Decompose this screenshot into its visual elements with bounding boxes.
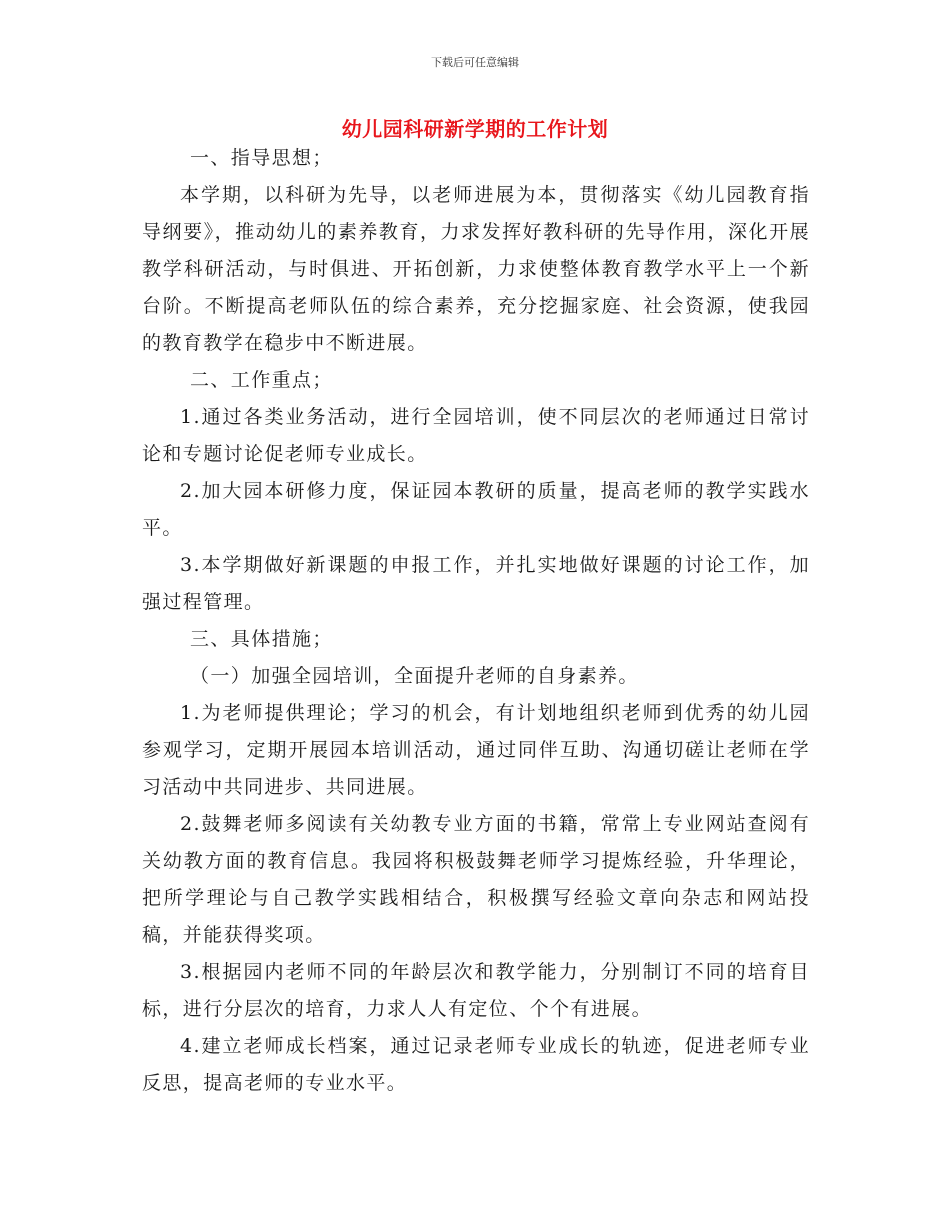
paragraph-guiding-thought: 本学期，以科研为先导，以老师进展为本，贯彻落实《幼儿园教育指导纲要》，推动幼儿的素养教育，力求发挥好教科研的先导作用，深化开展教学科研活动，与时俱进、开拓创新，力求使整体教育教学水平上一个新台阶。不断提高老师队伍的综合素养，充分挖掘家庭、社会资源，使我园的教育教学在稳步中不断进展。 bbox=[142, 184, 810, 354]
paragraph-focus-2: 2.加大园本研修力度，保证园本教研的质量，提高老师的教学实践水平。 bbox=[142, 480, 810, 539]
paragraph-measure-3: 3.根据园内老师不同的年龄层次和教学能力，分别制订不同的培育目标，进行分层次的培育，力求人人有定位、个个有进展。 bbox=[142, 961, 810, 1020]
paragraph-measure-4: 4.建立老师成长档案，通过记录老师专业成长的轨迹，促进老师专业反思，提高老师的专业水平。 bbox=[142, 1035, 810, 1094]
header-note: 下载后可任意编辑 bbox=[431, 56, 519, 69]
document-body bbox=[142, 140, 810, 1102]
section-heading-work-focus: 二、工作重点； bbox=[190, 369, 333, 391]
subsection-heading-training: （一）加强全园培训，全面提升老师的自身素养。 bbox=[190, 665, 639, 687]
paragraph-focus-3: 3.本学期做好新课题的申报工作，并扎实地做好课题的讨论工作，加强过程管理。 bbox=[142, 554, 810, 613]
paragraph-focus-1: 1.通过各类业务活动，进行全园培训，使不同层次的老师通过日常讨论和专题讨论促老师专业成长。 bbox=[142, 406, 810, 465]
paragraph-measure-1: 1.为老师提供理论；学习的机会，有计划地组织老师到优秀的幼儿园参观学习，定期开展园本培训活动，通过同伴互助、沟通切磋让老师在学习活动中共同进步、共同进展。 bbox=[142, 702, 810, 798]
paragraph-measure-2: 2.鼓舞老师多阅读有关幼教专业方面的书籍，常常上专业网站查阅有关幼教方面的教育信息。我园将积极鼓舞老师学习提炼经验，升华理论，把所学理论与自己教学实践相结合，积极撰写经验文章向杂志和网站投稿，并能获得奖项。 bbox=[142, 813, 810, 946]
section-heading-guiding-thought: 一、指导思想； bbox=[190, 147, 333, 169]
section-heading-measures: 三、具体措施； bbox=[190, 628, 333, 650]
document-title: 幼儿园科研新学期的工作计划 bbox=[341, 117, 609, 141]
